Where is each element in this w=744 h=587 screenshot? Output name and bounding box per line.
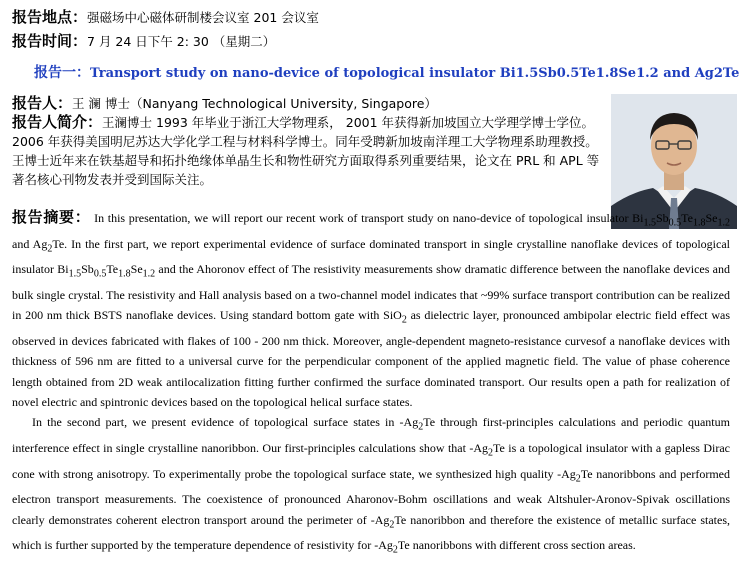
abstract-paragraph-1: 报告摘要： In this presentation, we will report our recent work of transport study on nano-device of topological insulator $Bi_{1.5}Sb_{0.5}Te_{1.8}Se_{1.2}$ and $Ag_2Te$. In the first part, we report experimental evidence of surface dominated transport in single crystalline nanoflake devices of topological insulator $Bi_{1.5}Sb_{0.5}Te_{1.8}Se_{1.2}$ and the Ahoronov effect of The resistivity measurements show dramatic difference between the nanoflake devices and bulk single crystal. The resistivity and Hall analysis based on a two-channel model indicates that ~99% surface transport contribution can be realized in 200 nm thick BSTS nanoflake devices. Using standard bottom gate with SiO$_2$ as dielectric layer, pronounced ambipolar electric field effect was observed in devices fabricated with flakes of 100 - 200 nm thick. Moreover, angle-dependent magneto-resistance curvesof a nanoflake devices with thickness of 596 nm are fitted to a universal curve for the perpendicular component of the applied magnetic field. The value of phase coherence length obtained from 2D weak antilocalization fitting further confirmed the surface dominated transport. Our results open a path for realization of novel electric and spintronic devices based on the topological helical surface states. [12,208,731,409]
venue-value: 强磁场中心磁体研制楼会议室 201 会议室 [87,10,319,25]
speaker-value: 王 澜 博士（Nanyang Technological University, Singapore） [72,96,437,111]
abstract-label: 报告摘要： [12,208,91,226]
venue-label: 报告地点： [12,8,88,26]
speaker-bio [12,113,604,189]
speaker-label: 报告人： [12,94,73,112]
abstract-text: In this presentation, we will report our recent work of transport study on nano-device of topological insulator [90,211,633,225]
abstract-text: is a topological insulator with a gapless Dirac cone with strong anisotropy. To experimentally probe the topological surface state, we synthesized high quality - [12,440,730,481]
abstract [12,207,730,561]
speaker-line [12,92,437,113]
abstract-text: nanoribbon and therefore the existence of metallic surface states, which is further supported by the temperature dependence of resistivity for - [12,512,731,553]
time-label: 报告时间： [12,32,88,50]
abstract-paragraph-2: In the second part, we present evidence of topological surface states in $-Ag_2Te$ through first-principles calculations and periodic quantum interference effect in single crystalline nanoribbon. Our first-principles calculations show that $-Ag_2Te$ is a topological insulator with a gapless Dirac cone with strong anisotropy. To experimentally probe the topological surface state, we synthesized high quality $-Ag_2Te$ nanoribbons and performed electron transport measurements. The coexistence of pronounced Aharonov-Bohm oscillations and weak Altshuler-Aronov-Spivak oscillations clearly demonstrates coherent electron transport around the perimeter of $-Ag_2Te$ nanoribbon and therefore the existence of metallic surface states, which is further supported by the temperature dependence of resistivity for $-Ag_2Te$ nanoribbons with different cross section areas. [12,415,731,556]
abstract-text: through first-principles calculations and periodic quantum interference effect in single crystalline nanoribbon. Our first-principles calculations show that - [12,415,730,455]
time-value: 7 月 24 日下午 2: 30 （星期二） [87,34,276,49]
talk-title-line [34,62,739,82]
bio-text: 王澜博士 1993 年毕业于浙江大学物理系， 2001 年获得新加坡国立大学理学博士学位。2006 年获得美国明尼苏达大学化学工程与材料科学博士。同年受聘新加坡南洋理工大学物理系助理教授。王博士近年来在铁基超导和拓扑绝缘体单晶生长和物性研究方面取得系列重要结果，论文在 PRL 和 APL 等著名核心刊物发表并受到国际关注。 [12,115,600,187]
abstract-text: nanoribbons and performed electron transport measurements. The coexistence of pronounced Aharonov-Bohm oscillations and weak Altshuler-Aronov-Spivak oscillations clearly demonstrates coherent electron transport around the perimeter of - [12,466,730,527]
talk-title: Transport study on nano-device of topological insulator Bi1.5Sb0.5Te1.8Se1.2 and Ag2Te [90,66,740,81]
abstract-text: . In the first part, we report experimental evidence of surface dominated transport in single crystalline nanoflake devices of topological insulator [12,236,730,277]
abstract-text: and [12,236,33,251]
talk-label: 报告一： [34,65,90,81]
abstract-text: In the second part, we present evidence of topological surface states in - [32,415,404,430]
abstract-text: as dielectric layer, pronounced ambipolar electric field effect was observed in devices fabricated with flakes of 100 - 200 nm thick. Moreover, angle-dependent magneto-resistance curvesof a nanoflake devices with thickness of 596 nm are fitted to a universal curve for the perpendicular component of the applied magnetic field. The value of phase coherence length obtained from 2D weak antilocalization fitting further confirmed the surface dominated transport. Our results open a path for realization of novel electric and spintronic devices based on the topological helical surface states. [12,308,730,409]
abstract-text: and the Ahoronov effect of The resistivity measurements show dramatic difference between the nanoflake devices and bulk single crystal. The resistivity and Hall analysis based on a two-channel model indicates that ~99% surface transport contribution can be realized in 200 nm thick BSTS nanoflake devices. Using standard bottom gate with [12,262,731,323]
abstract-text: nanoribbons with different cross section areas. [409,538,636,553]
bio-label: 报告人简介： [12,113,103,131]
time-line [12,30,275,51]
venue-line [12,6,319,27]
